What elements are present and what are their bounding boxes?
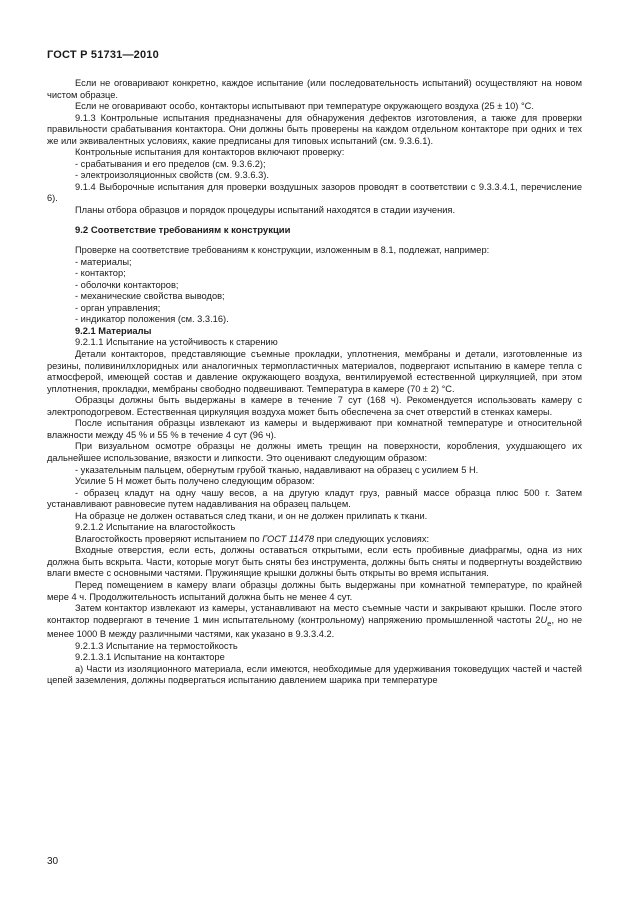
paragraph: Детали контакторов, представляющие съемные прокладки, уплотнения, мембраны и детали, изготовленные из резины, поливинилхлоридных или аналогичных термопластичных материалов, подвергают испытанию в камере тепла с атмосферой, имеющей состав и давление окружающего воздуха, вентилируемой естественной циркуляцией, при этом уплотнения, прокладки, мембраны свободно подвешивают. Температура в камере (70 ± 2) °С.: [47, 349, 582, 394]
text-run: , но не менее 1000 В между различными частями, как указано в 9.3.3.4.2.: [47, 614, 583, 640]
paragraph: Образцы должны быть выдержаны в камере в течение 7 сут (168 ч). Рекомендуется использовать камеру с электроподогревом. Естественная циркуляция воздуха может быть обеспечена за счет отверстий в стенках камеры.: [47, 395, 582, 417]
paragraph: На образце не должен оставаться след ткани, и он не должен прилипать к ткани.: [75, 510, 428, 521]
paragraph-voltage: [47, 603, 582, 641]
subsection-heading: 9.2.1 Материалы: [75, 325, 152, 336]
text-run: Влагостойкость проверяют испытанием по: [75, 533, 263, 544]
page-content: [47, 78, 582, 687]
list-item: - индикатор положения (см. 3.3.16).: [75, 314, 229, 325]
paragraph: Если не оговаривают конкретно, каждое испытание (или последовательность испытаний) осуществляют на новом чистом образце.: [47, 78, 582, 100]
paragraph: 9.1.4 Выборочные испытания для проверки воздушных зазоров проводят в соответствии с 9.3.3.4.1, перечисление 6).: [47, 181, 582, 204]
list-item: - указательным пальцем, обернутым грубой тканью, надавливают на образец с усилием 5 Н.: [75, 464, 479, 475]
list-item: - контактор;: [75, 268, 126, 279]
list-item: - образец кладут на одну чашу весов, а на другую кладут груз, равный массе образца плюс 500 г. Затем устанавливают равновесие путем надавливания на образец пальцем.: [47, 487, 582, 510]
list-item: - оболочки контакторов;: [75, 279, 179, 290]
section-heading: 9.2 Соответствие требованиям к конструкции: [75, 224, 291, 236]
text-run: Затем контактор извлекают из камеры, устанавливают на место съемные части и закрывают крышки. После этого контактор подвергают в течение 1 мин испытательному (контрольному) напряжению промышленной частоты 2: [47, 603, 582, 625]
paragraph: 9.1.3 Контрольные испытания предназначены для обнаружения дефектов изготовления, а также для проверки правильности срабатывания контактора. Они должны быть проверены на каждом отдельном контакторе при одних и тех же или эквивалентных условиях, какие предписаны для типовых испытаний (см. 9.3.6.1).: [47, 112, 582, 146]
list-item: - срабатывания и его пределов (см. 9.3.6.2);: [75, 158, 266, 169]
paragraph: При визуальном осмотре образцы не должны иметь трещин на поверхности, коробления, ухудшающего их дальнейшее использование, вязкости и липкости. Это оценивают следующим образом:: [47, 441, 582, 463]
paragraph: Входные отверстия, если есть, должны оставаться открытыми, если есть пробивные диафрагмы, одна из них должна быть вскрыта. Части, которые могут быть сняты без инструмента, должны быть сняты и подвергнуты воздействию влаги вместе с основными частями. Пружинящие крышки должны быть открыты во время испытания.: [47, 545, 582, 579]
list-item: - материалы;: [75, 256, 132, 267]
standard-reference: ГОСТ 11478: [262, 533, 315, 544]
clause-title: 9.2.1.1 Испытание на устойчивость к старению: [75, 337, 278, 348]
list-item: - орган управления;: [75, 302, 161, 313]
page-number: 30: [47, 856, 59, 867]
clause-title: 9.2.1.3 Испытание на термостойкость: [75, 640, 238, 651]
voltage-subscript: e: [547, 618, 552, 628]
list-item: - электроизоляционных свойств (см. 9.3.6.3).: [75, 170, 269, 181]
paragraph: Перед помещением в камеру влаги образцы должны быть выдержаны при комнатной температуре, по крайней мере 4 ч. Продолжительность испытаний должна быть не менее 4 сут.: [47, 579, 582, 602]
clause-title: 9.2.1.3.1 Испытание на контакторе: [75, 652, 225, 663]
paragraph-gost-reference: [47, 534, 582, 546]
clause-title: 9.2.1.2 Испытание на влагостойкость: [75, 522, 236, 533]
text-run: при следующих условиях:: [314, 533, 430, 544]
list-item: - механические свойства выводов;: [75, 291, 225, 302]
paragraph: а) Части из изоляционного материала, если имеются, необходимые для удерживания токоведущих частей и частей цепей заземления, должны подвергаться испытанию давлением шарика при температуре: [47, 663, 582, 686]
paragraph: После испытания образцы извлекают из камеры и выдерживают при комнатной температуре и относительной влажности между 45 % и 55 % в течение 4 сут (96 ч).: [47, 418, 582, 440]
document-header: ГОСТ Р 51731—2010: [47, 49, 159, 61]
voltage-symbol: U: [540, 614, 548, 625]
paragraph: Проверке на соответствие требованиям к конструкции, изложенным в 8.1, подлежат, например:: [75, 245, 490, 256]
paragraph: Контрольные испытания для контакторов включают проверку:: [75, 147, 345, 158]
paragraph: Планы отбора образцов и порядок процедуры испытаний находятся в стадии изучения.: [75, 205, 456, 216]
paragraph: Усилие 5 Н может быть получено следующим образом:: [75, 476, 315, 487]
paragraph: Если не оговаривают особо, контакторы испытывают при температуре окружающего воздуха (25 ± 10) °С.: [75, 101, 534, 112]
